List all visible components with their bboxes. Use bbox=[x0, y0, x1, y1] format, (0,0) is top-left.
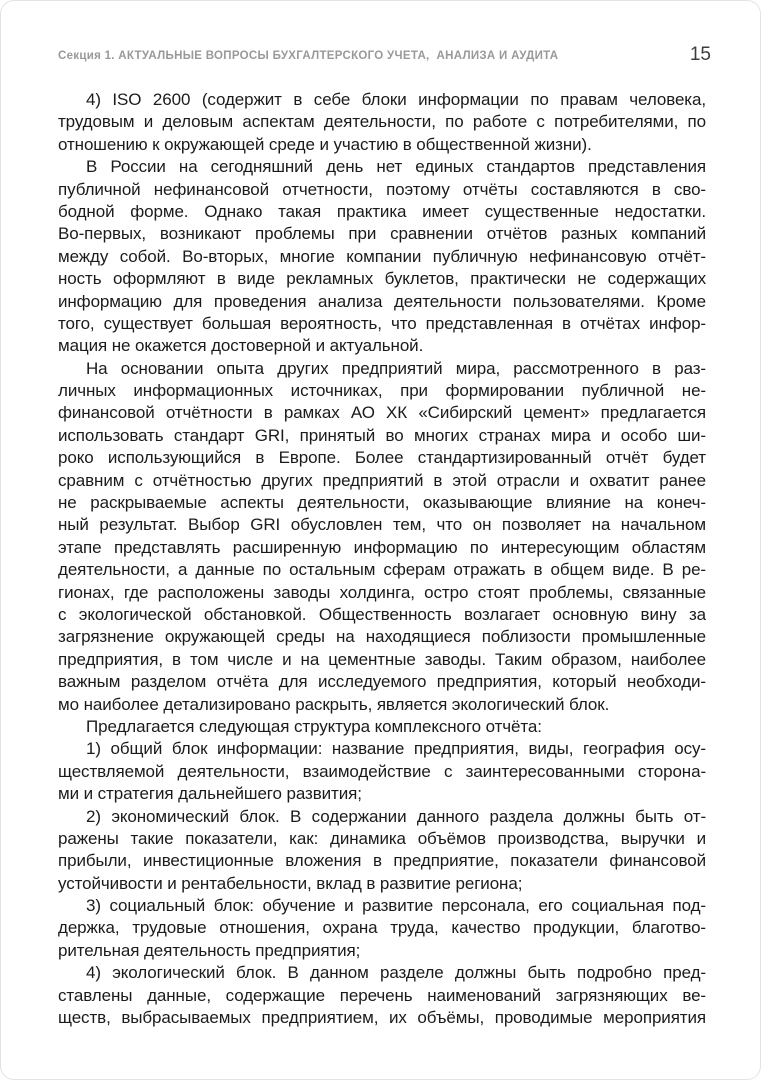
text-line: трудовым и деловым аспектам деятельности, по работе с потребителями, по bbox=[58, 112, 706, 132]
text-line: 4) ISO 2600 (содержит в себе блоки информации по правам человека, bbox=[86, 90, 706, 109]
text-line: ми и стратегия дальнейшего развития; bbox=[58, 784, 362, 804]
text-line: того, существует большая вероятность, что представленная в отчётах инфор- bbox=[58, 313, 706, 333]
text-line: личных информационных источниках, при формировании публичной не- bbox=[58, 381, 706, 401]
running-head bbox=[58, 45, 711, 64]
text-line: устойчивости и рентабельности, вклад в развитие региона; bbox=[58, 873, 523, 893]
paragraph bbox=[58, 806, 706, 896]
text-line: информацию для проведения анализа деятельности пользователями. Кроме bbox=[58, 291, 706, 311]
text-line: между собой. Во-вторых, многие компании публичную нефинансовую отчёт- bbox=[58, 246, 706, 266]
text-line: ществ, выбрасываемых предприятием, их объёмы, проводимые мероприятия bbox=[58, 1008, 706, 1028]
text-line: Во-первых, возникают проблемы при сравнении отчётов разных компаний bbox=[58, 224, 706, 244]
text-line: не раскрываемые аспекты деятельности, оказывающие влияние на конеч- bbox=[58, 493, 706, 513]
paragraph bbox=[58, 895, 706, 962]
text-line: 1) общий блок информации: название предприятия, виды, география осу- bbox=[86, 739, 706, 759]
text-line: важным разделом отчёта для исследуемого предприятия, который необходи- bbox=[58, 672, 706, 692]
text-line: предприятия, в том числе и на цементные заводы. Таким образом, наиболее bbox=[58, 649, 706, 669]
page-number: 15 bbox=[689, 44, 711, 65]
text-line: финансовой отчётности в рамках АО ХК «Сибирский цемент» предлагается bbox=[58, 403, 706, 423]
text-line: На основании опыта других предприятий мира, рассмотренного в раз- bbox=[86, 358, 706, 378]
paragraph bbox=[58, 716, 706, 738]
text-line: мация не окажется достоверной и актуальной. bbox=[58, 336, 424, 356]
text-line: В России на сегодняшний день нет единых стандартов представления bbox=[86, 157, 706, 177]
text-line: держка, трудовые отношения, охрана труда, качество продукции, благотво- bbox=[58, 918, 706, 938]
text-line: использовать стандарт GRI, принятый во многих странах мира и особо ши- bbox=[58, 425, 706, 445]
text-line: с экологической обстановкой. Общественность возлагает основную вину за bbox=[58, 604, 706, 624]
text-line: отношению к окружающей среде и участию в общественной жизни). bbox=[58, 134, 592, 154]
text-line: загрязнение окружающей среды на находящиеся поблизости промышленные bbox=[58, 627, 706, 647]
text-line: ражены такие показатели, как: динамика объёмов производства, выручки и bbox=[58, 828, 706, 848]
text-line: мо наиболее детализировано раскрыть, является экологический блок. bbox=[58, 694, 610, 714]
text-line: публичной нефинансовой отчетности, поэтому отчёты составляются в сво- bbox=[58, 179, 706, 199]
text-line: этапе представлять расширенную информацию по интересующим областям bbox=[58, 537, 706, 557]
section-header-label: Секция 1. АКТУАЛЬНЫЕ ВОПРОСЫ БУХГАЛТЕРСКОГО УЧЕТА, АНАЛИЗА И АУДИТА bbox=[58, 50, 559, 62]
text-line: 4) экологический блок. В данном разделе должны быть подробно пред- bbox=[86, 963, 706, 983]
page-body-text bbox=[58, 89, 706, 1029]
text-line: 2) экономический блок. В содержании данного раздела должны быть от- bbox=[86, 806, 706, 826]
text-line: бодной форме. Однако такая практика имеет существенные недостатки. bbox=[58, 201, 706, 221]
paragraph bbox=[58, 738, 706, 805]
text-line: роко использующийся в Европе. Более стандартизированный отчёт будет bbox=[58, 448, 706, 468]
paragraph bbox=[58, 156, 706, 358]
text-line: ществляемой деятельности, взаимодействие с заинтересованными сторона- bbox=[58, 761, 706, 781]
text-line: деятельности, а данные по остальным сферам отражать в общем виде. В ре- bbox=[58, 560, 706, 580]
text-line: 3) социальный блок: обучение и развитие персонала, его социальная под- bbox=[86, 896, 706, 916]
text-line: гионах, где расположены заводы холдинга, остро стоят проблемы, связанные bbox=[58, 582, 706, 602]
text-line: ный результат. Выбор GRI обусловлен тем, что он позволяет на начальном bbox=[58, 515, 706, 535]
text-line: рительная деятельность предприятия; bbox=[58, 940, 361, 960]
text-line: ность оформляют в виде рекламных буклетов, практически не содержащих bbox=[58, 269, 706, 289]
text-line: прибыли, инвестиционные вложения в предприятие, показатели финансовой bbox=[58, 851, 706, 871]
text-line: ставлены данные, содержащие перечень наименований загрязняющих ве- bbox=[58, 985, 706, 1005]
text-line: Предлагается следующая структура комплексного отчёта: bbox=[86, 716, 542, 736]
paragraph bbox=[58, 358, 706, 716]
paragraph bbox=[58, 962, 706, 1029]
paragraph bbox=[58, 89, 706, 156]
text-line: сравним с отчётностью других предприятий в этой отрасли и охватит ранее bbox=[58, 470, 706, 490]
